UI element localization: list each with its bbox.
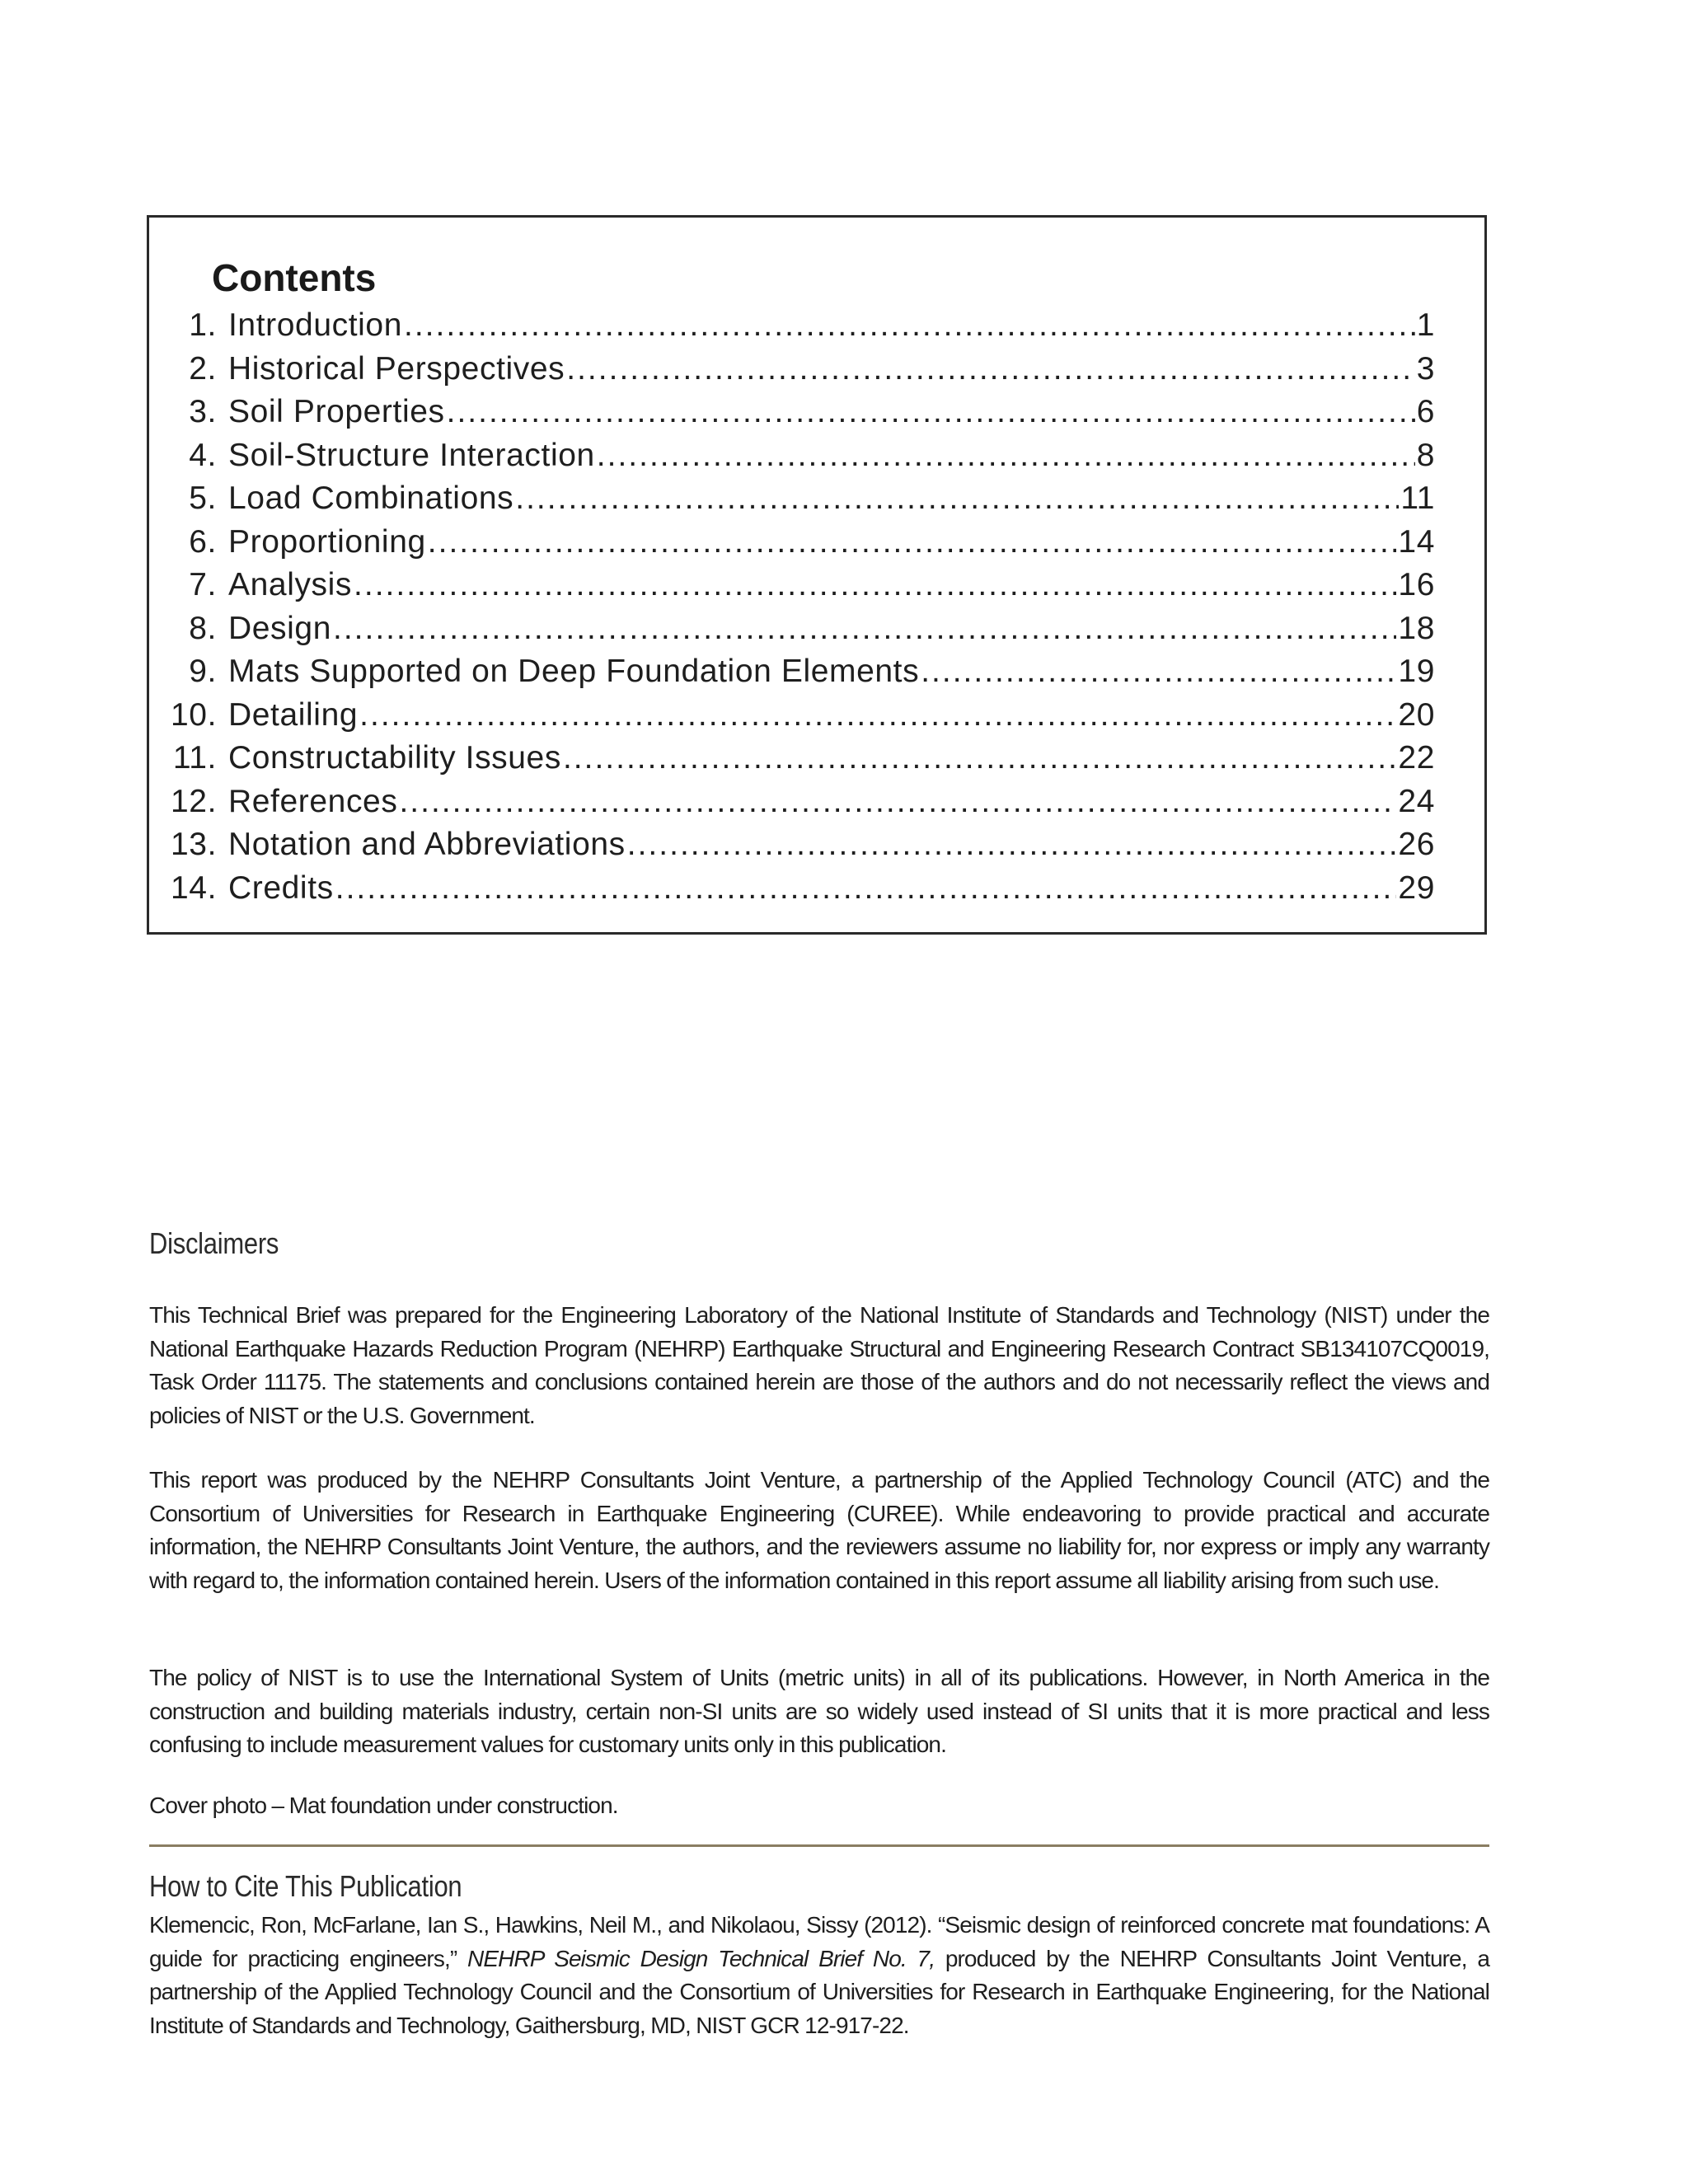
toc-entry-page: 29 [1398, 869, 1435, 906]
cover-photo-caption: Cover photo – Mat foundation under construction. [149, 1793, 618, 1818]
toc-entry-number: 12. [170, 783, 217, 819]
toc-dot-leader [447, 391, 1415, 434]
toc-entry-number: 6. [189, 523, 217, 560]
toc-dot-leader [921, 650, 1396, 694]
toc-entry[interactable] [166, 521, 1435, 565]
toc-dot-leader [597, 434, 1415, 478]
citation-section [149, 1869, 1489, 1904]
toc-entry-page: 6 [1416, 394, 1435, 429]
disclaimers-section [149, 1226, 1489, 1261]
toc-entry-label: Design [228, 610, 331, 646]
toc-entry-label: Load Combinations [228, 480, 514, 516]
toc-dot-leader [335, 867, 1397, 911]
toc-entry-number: 8. [189, 610, 217, 646]
toc-entry[interactable] [166, 391, 1435, 434]
toc-entry-page: 8 [1416, 437, 1435, 473]
toc-entry-label: Mats Supported on Deep Foundation Elements [228, 654, 920, 689]
disclaimer-paragraph: This report was produced by the NEHRP Consultants Joint Venture, a partnership of the Applied Technology Council (ATC) and the Consortium of Universities for Research in Earthquake Engineering (CUREE). While endeavoring to provide practical and accurate information, the NEHRP Consultants Joint Venture, the authors, and the reviewers assume no liability for, nor express or imply any warranty with regard to, the information contained herein. Users of the information contained in this report assume all liability arising from such use. [149, 1467, 1489, 1593]
toc-entry[interactable] [166, 823, 1435, 867]
disclaimers-heading: Disclaimers [149, 1226, 279, 1260]
citation-authors-title: Klemencic, Ron, McFarlane, Ian S., Hawkins, Neil M., and Nikolaou, Sissy (2012). “Seismic design of reinforced concrete mat foundations: A guide for practicing engineers,” [149, 1912, 1489, 1971]
toc-entry-page: 19 [1398, 654, 1435, 689]
toc-entry-number: 13. [170, 827, 217, 862]
citation-series: NEHRP Seismic Design Technical Brief No. 7, [457, 1945, 935, 1971]
citation-body [149, 1909, 1489, 2042]
toc-dot-leader [399, 780, 1396, 824]
toc-dot-leader [627, 823, 1397, 867]
contents-list [166, 304, 1435, 910]
toc-dot-leader [563, 737, 1396, 780]
toc-entry-label: Introduction [228, 307, 402, 343]
toc-entry-label: Analysis [228, 567, 353, 602]
toc-dot-leader [359, 694, 1396, 738]
toc-dot-leader [566, 348, 1414, 391]
contents-box [147, 215, 1487, 935]
toc-dot-leader [404, 304, 1415, 348]
toc-entry-label: Soil-Structure Interaction [228, 437, 595, 473]
toc-entry-page: 22 [1398, 740, 1435, 776]
toc-entry-number: 5. [189, 480, 217, 516]
toc-entry-label: Detailing [228, 696, 359, 733]
citation-text [149, 1909, 1489, 2042]
toc-entry-number: 7. [189, 567, 217, 602]
toc-entry-number: 14. [170, 869, 217, 906]
toc-entry-label: Proportioning [228, 523, 426, 560]
toc-entry-page: 20 [1398, 696, 1435, 733]
toc-entry-page: 26 [1398, 827, 1435, 862]
contents-title: Contents [212, 256, 377, 299]
toc-entry-page: 3 [1416, 350, 1435, 387]
toc-entry-page: 11 [1400, 480, 1435, 516]
cover-photo-credit [149, 1789, 1489, 1823]
toc-entry-page: 1 [1416, 307, 1435, 343]
toc-entry-label: Notation and Abbreviations [228, 827, 626, 862]
disclaimer-paragraph-nist [149, 1299, 1489, 1432]
toc-entry[interactable] [166, 564, 1435, 607]
citation-heading: How to Cite This Publication [149, 1869, 462, 1903]
toc-entry-page: 24 [1398, 783, 1435, 819]
toc-entry[interactable] [166, 348, 1435, 391]
toc-entry-number: 10. [170, 696, 217, 733]
toc-entry-number: 1. [189, 307, 217, 343]
toc-entry-number: 3. [189, 394, 217, 429]
toc-entry[interactable] [166, 650, 1435, 694]
disclaimer-paragraph-units [149, 1661, 1489, 1762]
toc-entry-page: 16 [1398, 567, 1435, 602]
toc-entry[interactable] [166, 694, 1435, 738]
disclaimer-paragraph-jv [149, 1464, 1489, 1597]
toc-entry-number: 9. [189, 654, 217, 689]
toc-entry-page: 18 [1398, 610, 1435, 646]
toc-entry-label: Credits [228, 869, 334, 906]
toc-entry[interactable] [166, 434, 1435, 478]
toc-dot-leader [515, 477, 1399, 521]
toc-entry-page: 14 [1398, 523, 1435, 560]
citation-publisher: produced by the NEHRP Consultants Joint Venture, a partnership of the Applied Technology Council and the Consortium of Universities for Research in Earthquake Engineering, for the National Institute of Standards and Technology, Gaithersburg, MD, NIST GCR 12-917-22. [149, 1945, 1490, 2038]
toc-entry-number: 4. [189, 437, 217, 473]
toc-dot-leader [428, 521, 1397, 565]
toc-entry-number: 11. [172, 740, 217, 776]
toc-entry-label: Soil Properties [228, 394, 445, 429]
toc-entry-label: References [228, 783, 398, 819]
disclaimer-paragraph: This Technical Brief was prepared for the Engineering Laboratory of the National Institute of Standards and Technology (NIST) under the National Earthquake Hazards Reduction Program (NEHRP) Earthquake Structural and Engineering Research Contract SB134107CQ0019, Task Order 11175. The statements and conclusions contained herein are those of the authors and do not necessarily reflect the views and policies of NIST or the U.S. Government. [149, 1302, 1489, 1428]
toc-entry-label: Historical Perspectives [228, 350, 565, 387]
toc-dot-leader [333, 607, 1396, 651]
toc-entry-number: 2. [189, 350, 217, 387]
toc-entry[interactable] [166, 607, 1435, 651]
section-divider [149, 1844, 1489, 1847]
toc-dot-leader [354, 564, 1396, 607]
toc-entry[interactable] [166, 737, 1435, 780]
toc-entry[interactable] [166, 780, 1435, 824]
toc-entry[interactable] [166, 304, 1435, 348]
disclaimer-paragraph: The policy of NIST is to use the International System of Units (metric units) in all of its publications. However, in North America in the construction and building materials industry, certain non-SI units are so widely used instead of SI units that it is more practical and less confusing to include measurement values for customary units only in this publication. [149, 1665, 1489, 1757]
toc-entry-label: Constructability Issues [228, 740, 561, 776]
toc-entry[interactable] [166, 477, 1435, 521]
toc-entry[interactable] [166, 867, 1435, 911]
